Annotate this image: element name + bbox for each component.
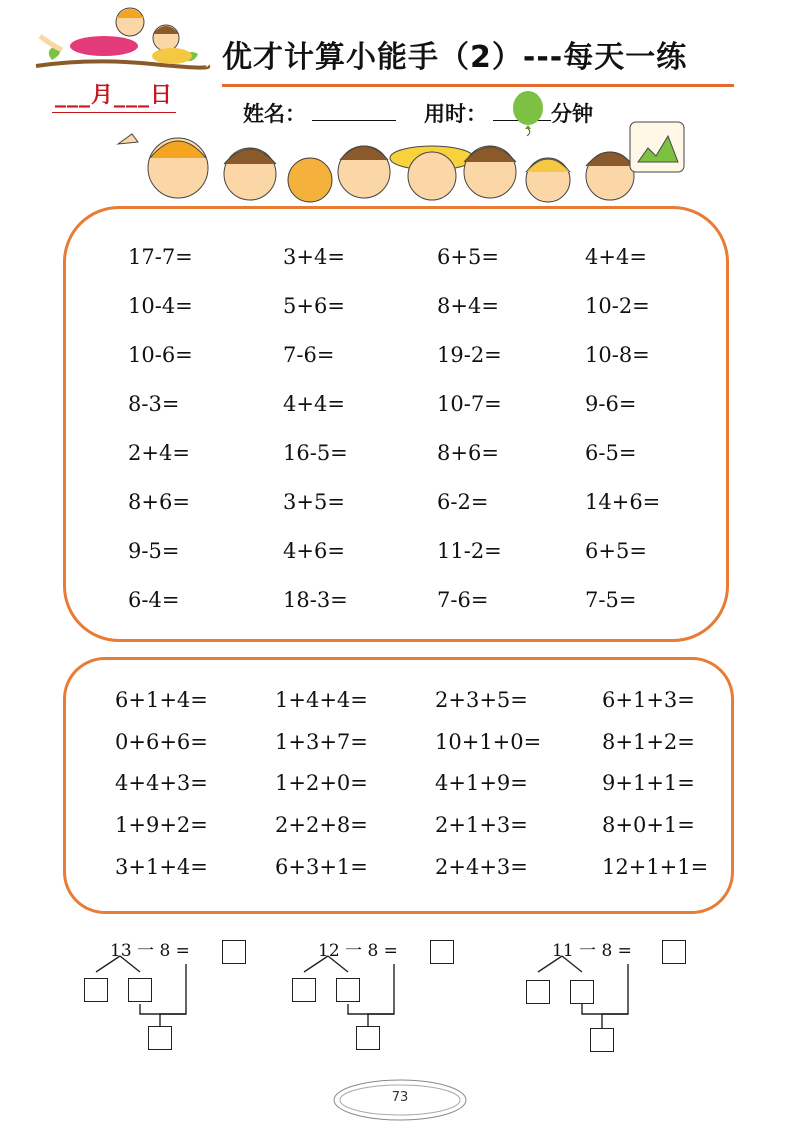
exercise-item: 9-5=	[128, 539, 180, 563]
exercise-row	[66, 490, 726, 520]
title-divider	[222, 84, 734, 87]
exercise-item: 19-2=	[437, 343, 502, 367]
exercise-item: 6-4=	[128, 588, 180, 612]
exercise-item: 10-4=	[128, 294, 193, 318]
exercise-item: 10-6=	[128, 343, 193, 367]
exercise-row	[66, 730, 731, 760]
exercise-item: 8-3=	[128, 392, 180, 416]
exercise-item: 16-5=	[283, 441, 348, 465]
exercise-item: 7-6=	[437, 588, 489, 612]
decomposition-exercise	[290, 930, 490, 1060]
exercise-item: 10-8=	[585, 343, 650, 367]
time-label: 用时：	[424, 102, 487, 126]
exercise-item: 3+4=	[283, 245, 345, 269]
exercise-item: 4+4=	[283, 392, 345, 416]
exercise-item: 4+4=	[585, 245, 647, 269]
exercise-item: 10-7=	[437, 392, 502, 416]
exercise-item: 3+5=	[283, 490, 345, 514]
exercise-row	[66, 245, 726, 275]
date-label: ___月___日	[54, 83, 173, 108]
exercise-item: 8+0+1=	[602, 813, 695, 837]
answer-box[interactable]	[662, 940, 686, 964]
kids-on-branch-illustration	[32, 0, 212, 82]
exercise-item: 6-2=	[437, 490, 489, 514]
exercise-item: 6+1+3=	[602, 688, 695, 712]
exercise-item: 8+4=	[437, 294, 499, 318]
time-unit: 分钟	[551, 102, 593, 126]
step-box[interactable]	[148, 1026, 172, 1050]
exercise-item: 2+2+8=	[275, 813, 368, 837]
exercise-item: 8+1+2=	[602, 730, 695, 754]
page-title: 优才计算小能手（2）---每天一练	[222, 40, 688, 75]
exercise-item: 6-5=	[585, 441, 637, 465]
exercise-item: 11-2=	[437, 539, 502, 563]
answer-box[interactable]	[430, 940, 454, 964]
exercise-item: 8+6=	[437, 441, 499, 465]
exercise-item: 7-5=	[585, 588, 637, 612]
exercise-item: 2+4+3=	[435, 855, 528, 879]
exercise-item: 1+3+7=	[275, 730, 368, 754]
exercise-row	[66, 294, 726, 324]
decomposition-exercise	[82, 930, 282, 1060]
exercise-row	[66, 771, 731, 801]
exercise-row	[66, 855, 731, 885]
exercise-item: 10+1+0=	[435, 730, 542, 754]
exercise-row	[66, 539, 726, 569]
split-box[interactable]	[84, 978, 108, 1002]
step-box[interactable]	[590, 1028, 614, 1052]
name-label: 姓名：	[243, 102, 306, 126]
exercise-item: 2+4=	[128, 441, 190, 465]
answer-box[interactable]	[222, 940, 246, 964]
decomposition-exercise	[524, 930, 724, 1060]
exercise-item: 4+1+9=	[435, 771, 528, 795]
exercise-item: 6+1+4=	[115, 688, 208, 712]
exercise-item: 7-6=	[283, 343, 335, 367]
exercise-item: 1+4+4=	[275, 688, 368, 712]
page-number: 73	[391, 1090, 409, 1105]
exercise-item: 6+5=	[585, 539, 647, 563]
exercise-row	[66, 813, 731, 843]
exercise-item: 14+6=	[585, 490, 661, 514]
exercise-row	[66, 441, 726, 471]
exercise-item: 4+6=	[283, 539, 345, 563]
exercise-item: 5+6=	[283, 294, 345, 318]
decomposition-expression: 13 一 8 =	[110, 941, 190, 961]
split-box[interactable]	[336, 978, 360, 1002]
exercise-item: 2+1+3=	[435, 813, 528, 837]
split-box[interactable]	[128, 978, 152, 1002]
step-box[interactable]	[356, 1026, 380, 1050]
split-box[interactable]	[526, 980, 550, 1004]
exercise-item: 9+1+1=	[602, 771, 695, 795]
decomposition-expression: 12 一 8 =	[318, 941, 398, 961]
children-group-illustration	[110, 118, 690, 210]
exercise-row	[66, 343, 726, 373]
mixed-operation-exercises	[63, 657, 734, 914]
exercise-item: 3+1+4=	[115, 855, 208, 879]
exercise-item: 1+2+0=	[275, 771, 368, 795]
exercise-item: 9-6=	[585, 392, 637, 416]
decomposition-expression: 11 一 8 =	[552, 941, 632, 961]
exercise-item: 2+3+5=	[435, 688, 528, 712]
date-field[interactable]	[38, 78, 190, 118]
exercise-item: 10-2=	[585, 294, 650, 318]
date-underline	[52, 112, 176, 113]
exercise-item: 0+6+6=	[115, 730, 208, 754]
exercise-item: 8+6=	[128, 490, 190, 514]
single-operation-exercises	[63, 206, 729, 642]
exercise-item: 1+9+2=	[115, 813, 208, 837]
exercise-row	[66, 392, 726, 422]
exercise-item: 17-7=	[128, 245, 193, 269]
exercise-row	[66, 588, 726, 618]
exercise-row	[66, 688, 731, 718]
exercise-item: 18-3=	[283, 588, 348, 612]
exercise-item: 6+3+1=	[275, 855, 368, 879]
exercise-item: 12+1+1=	[602, 855, 709, 879]
exercise-item: 6+5=	[437, 245, 499, 269]
split-box[interactable]	[570, 980, 594, 1004]
split-box[interactable]	[292, 978, 316, 1002]
exercise-item: 4+4+3=	[115, 771, 208, 795]
